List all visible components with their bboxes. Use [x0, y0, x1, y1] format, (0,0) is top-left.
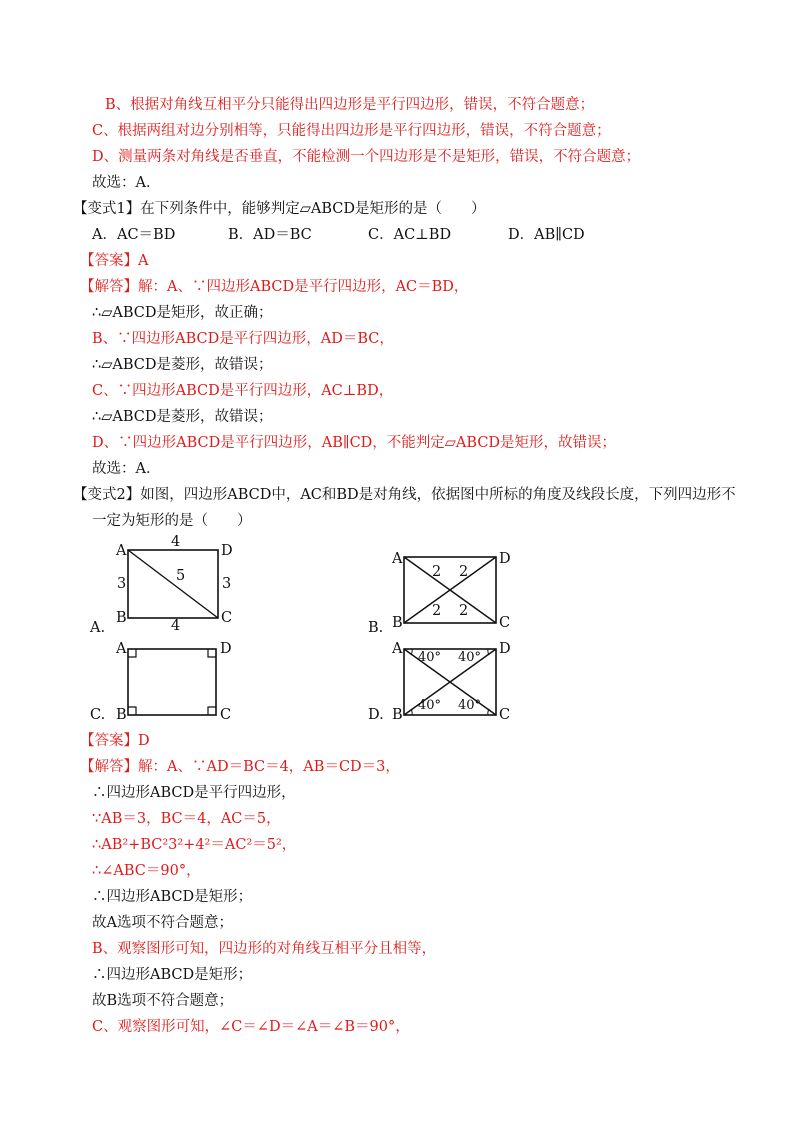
solution-line: 故B选项不符合题意；: [92, 993, 234, 1009]
angle-label: 40°: [418, 650, 442, 665]
segment-length: 2: [459, 603, 469, 619]
vertex-label-c: C: [221, 610, 233, 626]
vertex-label-b: B: [116, 610, 127, 626]
figure-a: [88, 534, 248, 638]
diagonal-length: 5: [176, 568, 186, 584]
figure-c: [88, 638, 248, 728]
vertex-label-a: A: [116, 641, 127, 657]
figure-option-label: A.: [90, 620, 106, 636]
solution-line: B、∵四边形ABCD是平行四边形，AD＝BC，: [92, 331, 394, 347]
vertex-label-d: D: [221, 543, 233, 559]
figure-option-label: D.: [368, 707, 384, 723]
figure-d: [366, 638, 526, 728]
variant2-question-line2: 一定为矩形的是（ ）: [92, 513, 252, 529]
side-length-right: 3: [222, 576, 232, 592]
variant1-option-d: D．AB∥CD: [508, 227, 585, 243]
solution-line: 故选：A．: [92, 461, 161, 477]
solution-line: ∴▱ABCD是菱形，故错误；: [92, 409, 273, 425]
vertex-label-a: A: [116, 543, 127, 559]
vertex-label-a: A: [392, 641, 403, 657]
solution-line: C、∵四边形ABCD是平行四边形，AC⊥BD，: [92, 383, 394, 399]
solution-line: D、∵四边形ABCD是平行四边形，AB∥CD，不能判定▱ABCD是矩形，故错误；: [92, 435, 617, 451]
angle-label: 40°: [458, 650, 482, 665]
angle-label: 40°: [458, 698, 482, 713]
variant1-option-b: B．AD＝BC: [228, 227, 312, 243]
figure-option-label: B.: [368, 620, 384, 636]
solution-line: ∴四边形ABCD是矩形；: [92, 889, 253, 905]
vertex-label-c: C: [499, 615, 511, 631]
figure-b: [366, 548, 526, 638]
solution-line: ∴四边形ABCD是矩形；: [92, 967, 253, 983]
figure-option-label: C.: [90, 707, 106, 723]
solution-line: ∴∠ABC＝90°，: [92, 863, 201, 879]
segment-length: 2: [432, 564, 442, 580]
variant2-answer: 【答案】D: [80, 733, 150, 749]
vertex-label-b: B: [116, 707, 127, 723]
solution-line: 【解答】解：A、∵AD＝BC＝4，AB＝CD＝3，: [80, 759, 400, 775]
vertex-label-d: D: [499, 641, 511, 657]
variant1-answer: 【答案】A: [80, 253, 149, 269]
side-length-left: 3: [117, 576, 127, 592]
solution-line: ∴▱ABCD是矩形，故正确；: [92, 305, 273, 321]
solution-line: ∴AB²+BC²3²+4²＝AC²＝5²，: [92, 837, 297, 853]
vertex-label-d: D: [220, 641, 232, 657]
solution-line: D、测量两条对角线是否垂直，不能检测一个四边形是不是矩形，错误，不符合题意；: [92, 149, 641, 165]
vertex-label-b: B: [392, 707, 403, 723]
vertex-label-a: A: [392, 551, 403, 567]
vertex-label-b: B: [392, 615, 403, 631]
vertex-label-d: D: [499, 551, 511, 567]
solution-line: 【解答】解：A、∵四边形ABCD是平行四边形，AC＝BD，: [80, 279, 469, 295]
solution-line: B、根据对角线互相平分只能得出四边形是平行四边形，错误，不符合题意；: [105, 97, 595, 113]
variant1-question: 【变式1】在下列条件中，能够判定▱ABCD是矩形的是（ ）: [73, 201, 486, 217]
solution-line: ∵AB＝3，BC＝4，AC＝5，: [92, 811, 281, 827]
segment-length: 2: [459, 564, 469, 580]
side-length-top: 4: [171, 534, 181, 550]
solution-line: B、观察图形可知，四边形的对角线互相平分且相等，: [92, 941, 437, 957]
solution-line: C、观察图形可知，∠C＝∠D＝∠A＝∠B＝90°，: [92, 1019, 410, 1035]
solution-line: C、根据两组对边分别相等，只能得出四边形是平行四边形，错误，不符合题意；: [92, 123, 611, 139]
variant2-question-line1: 【变式2】如图，四边形ABCD中，AC和BD是对角线，依据图中所标的角度及线段长度，下列四边形不: [73, 487, 736, 503]
solution-line: 故A选项不符合题意；: [92, 915, 233, 931]
variant1-option-c: C．AC⊥BD: [368, 227, 452, 243]
vertex-label-c: C: [499, 707, 511, 723]
solution-line: ∴四边形ABCD是平行四边形，: [92, 785, 296, 801]
segment-length: 2: [432, 603, 442, 619]
solution-line: ∴▱ABCD是菱形，故错误；: [92, 357, 273, 373]
angle-label: 40°: [418, 698, 442, 713]
variant1-option-a: A．AC＝BD: [92, 227, 176, 243]
vertex-label-c: C: [220, 707, 232, 723]
side-length-bottom: 4: [171, 618, 181, 634]
solution-line: 故选：A．: [92, 175, 161, 191]
